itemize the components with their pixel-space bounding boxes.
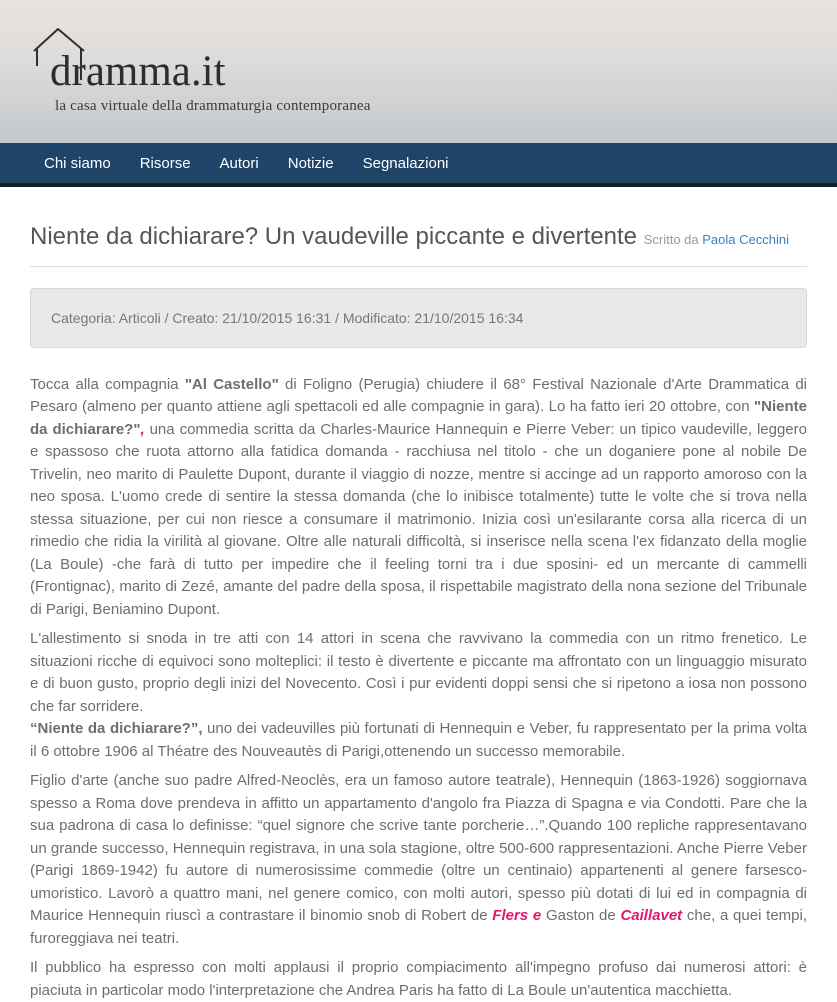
byline-label: Scritto da: [643, 232, 699, 247]
nav-item-chi-siamo[interactable]: Chi siamo: [44, 154, 111, 172]
byline: [644, 232, 789, 247]
article-content: [0, 223, 837, 1002]
nav-item-segnalazioni[interactable]: Segnalazioni: [362, 154, 449, 172]
site-logo[interactable]: [38, 24, 371, 115]
nav-item-risorse[interactable]: Risorse: [139, 154, 191, 172]
site-header: [0, 0, 837, 143]
article-paragraph: Il pubblico ha espresso con molti applausi il proprio compiacimento all'impegno profuso dai numerosi attori: è piaciuta in particolar modo l'interpretazione che Andrea Paris ha fatto di La Boule un'autentica macchietta.: [30, 959, 807, 999]
main-nav: [0, 143, 837, 187]
house-icon: [28, 22, 92, 94]
page-title: [30, 223, 807, 251]
article-paragraph: Tocca alla compagnia "Al Castello" di Foligno (Perugia) chiudere il 68° Festival Nazionale d'Arte Drammatica di Pesaro (almeno per quanto attiene agli spettacoli ed alle compagnie in gara). Lo ha fatto ieri 20 ottobre, con "Niente da dichiarare?", una commedia scritta da Charles-Maurice Hannequin e Pierre Veber: un tipico vaudeville, leggero e spassoso che ruota attorno alla fatidica domanda - racchiusa nel titolo - che un doganiere pone al nobile De Trivelin, neo marito di Paulette Dupont, durante il viaggio di nozze, mentre si accinge ad un rapporto amoroso con la neo sposa. L'uomo crede di sentire la stessa domanda (che lo inibisce totalmente) tutte le volte che si trova nella stessa situazione, per cui non riesce a consumare il matrimonio. Inizia così un'esilarante corsa alla ricerca di un rimedio che ridia la virilità al giovane. Oltre alle naturali difficoltà, si inserisce nella scena l'ex fidanzato della moglie (La Boule) -che farà di tutto per impedire che il feeling torni tra i due sposini- ed un mercante di cammelli (Frontignac), marito di Zezé, amante del padre della sposa, il rispettabile magistrato della nona sezione del Tribunale di Parigi, Beniamino Dupont.: [30, 375, 808, 618]
article-meta-text: Categoria: Articoli / Creato: 21/10/2015 16:31 / Modificato: 21/10/2015 16:34: [51, 309, 524, 326]
article-paragraph: L'allestimento si snoda in tre atti con 14 attori in scena che ravvivano la commedia con un ritmo frenetico. Le situazioni ricche di equivoci sono molteplici: il testo è divertente e piccante ma affrontato con un linguaggio misurato e di buon gusto, proprio degli inizi del Novecento. Così i pur evidenti doppi sensi che si ripetono a iosa non possono che far sorridere. “Niente da dichiarare?”, uno dei vadeuvilles più fortunati di Hennequin e Veber, fu rappresentato per la prima volta il 6 ottobre 1906 al Théatre des Nouveautès di Parigi,ottenendo un successo memorabile.: [30, 630, 808, 760]
article-meta-box: [30, 288, 807, 348]
nav-item-autori[interactable]: Autori: [219, 154, 259, 172]
logo-tagline: la casa virtuale della drammaturgia contemporanea: [55, 98, 371, 114]
nav-item-notizie[interactable]: Notizie: [287, 154, 334, 172]
article-paragraph: Figlio d'arte (anche suo padre Alfred-Neoclès, era un famoso autore teatrale), Hennequin (1863-1926) soggiornava spesso a Roma dove prendeva in affitto un appartamento d'angolo fra Piazza di Spagna e via Condotti. Pare che la sua padrona di casa lo definisse: “quel signore che scrive tante porcherie…”.Quando 100 repliche rappresentavano un grande successo, Hennequin registrava, in una sola stagione, oltre 500-600 rappresentazioni. Anche Pierre Veber (Parigi 1869-1942) fu autore di numerosissime commedie (oltre un centinaio) appartenenti al genere farsesco-umoristico. Lavorò a quattro mani, nel genere comico, con molti autori, spesso più dotati di lui ed in compagnia di Maurice Hennequin riuscì a contrastare il binomio snob di Robert de Flers e Gaston de Caillavet che, a quei tempi, furoreggiava nei teatri.: [30, 772, 807, 947]
logo-text: dramma.it: [50, 48, 226, 95]
article-title: Niente da dichiarare? Un vaudeville piccante e divertente: [30, 223, 638, 250]
author-link[interactable]: Paola Cecchini: [702, 232, 789, 247]
title-divider: [30, 266, 807, 267]
